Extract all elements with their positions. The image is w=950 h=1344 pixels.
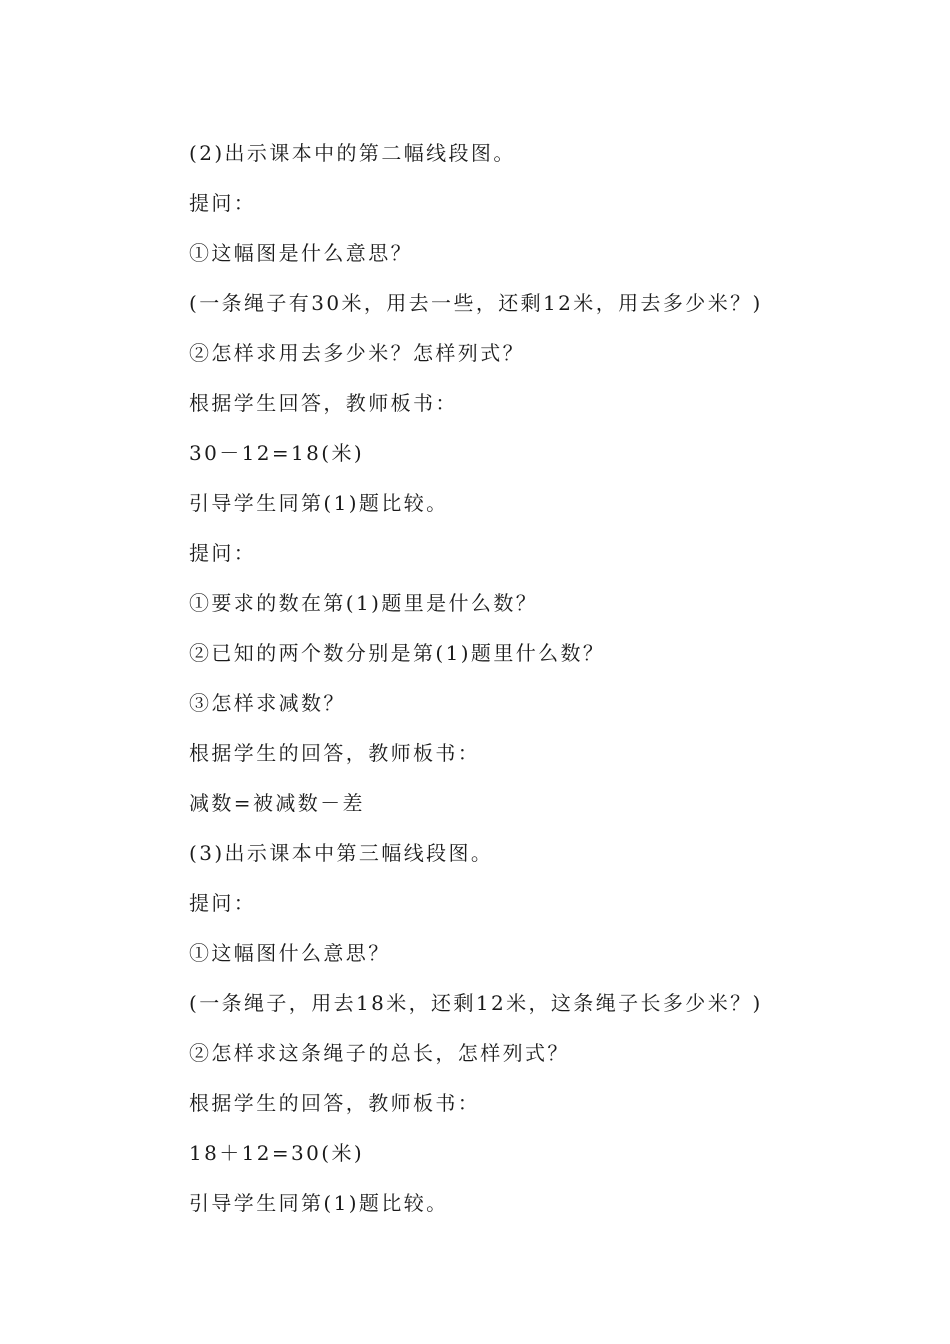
guidance-text: 引导学生同第(1)题比较。: [189, 1191, 449, 1215]
question-item: ②已知的两个数分别是第(1)题里什么数？: [189, 641, 606, 665]
section-heading-2: (2)出示课本中的第二幅线段图。: [189, 141, 516, 165]
answer-note: (一条绳子有30米，用去一些，还剩12米，用去多少米？): [189, 291, 763, 315]
question-item: ②怎样求这条绳子的总长，怎样列式？: [189, 1041, 570, 1065]
question-label: 提问：: [189, 541, 257, 565]
question-label: 提问：: [189, 891, 257, 915]
board-note: 根据学生的回答，教师板书：: [189, 1091, 481, 1115]
answer-note: (一条绳子，用去18米，还剩12米，这条绳子长多少米？): [189, 991, 763, 1015]
guidance-text: 引导学生同第(1)题比较。: [189, 491, 449, 515]
question-label: 提问：: [189, 191, 257, 215]
equation: 18＋12=30(米): [189, 1141, 365, 1165]
question-item: ①这幅图什么意思？: [189, 941, 391, 965]
section-heading-3: (3)出示课本中第三幅线段图。: [189, 841, 494, 865]
board-note: 根据学生的回答，教师板书：: [189, 741, 481, 765]
question-item: ①要求的数在第(1)题里是什么数？: [189, 591, 539, 615]
question-item: ③怎样求减数？: [189, 691, 346, 715]
formula: 减数=被减数－差: [189, 791, 365, 815]
question-item: ①这幅图是什么意思？: [189, 241, 413, 265]
board-note: 根据学生回答，教师板书：: [189, 391, 458, 415]
question-item: ②怎样求用去多少米？怎样列式？: [189, 341, 525, 365]
equation: 30－12=18(米): [189, 441, 365, 465]
document-body: [189, 133, 829, 1233]
